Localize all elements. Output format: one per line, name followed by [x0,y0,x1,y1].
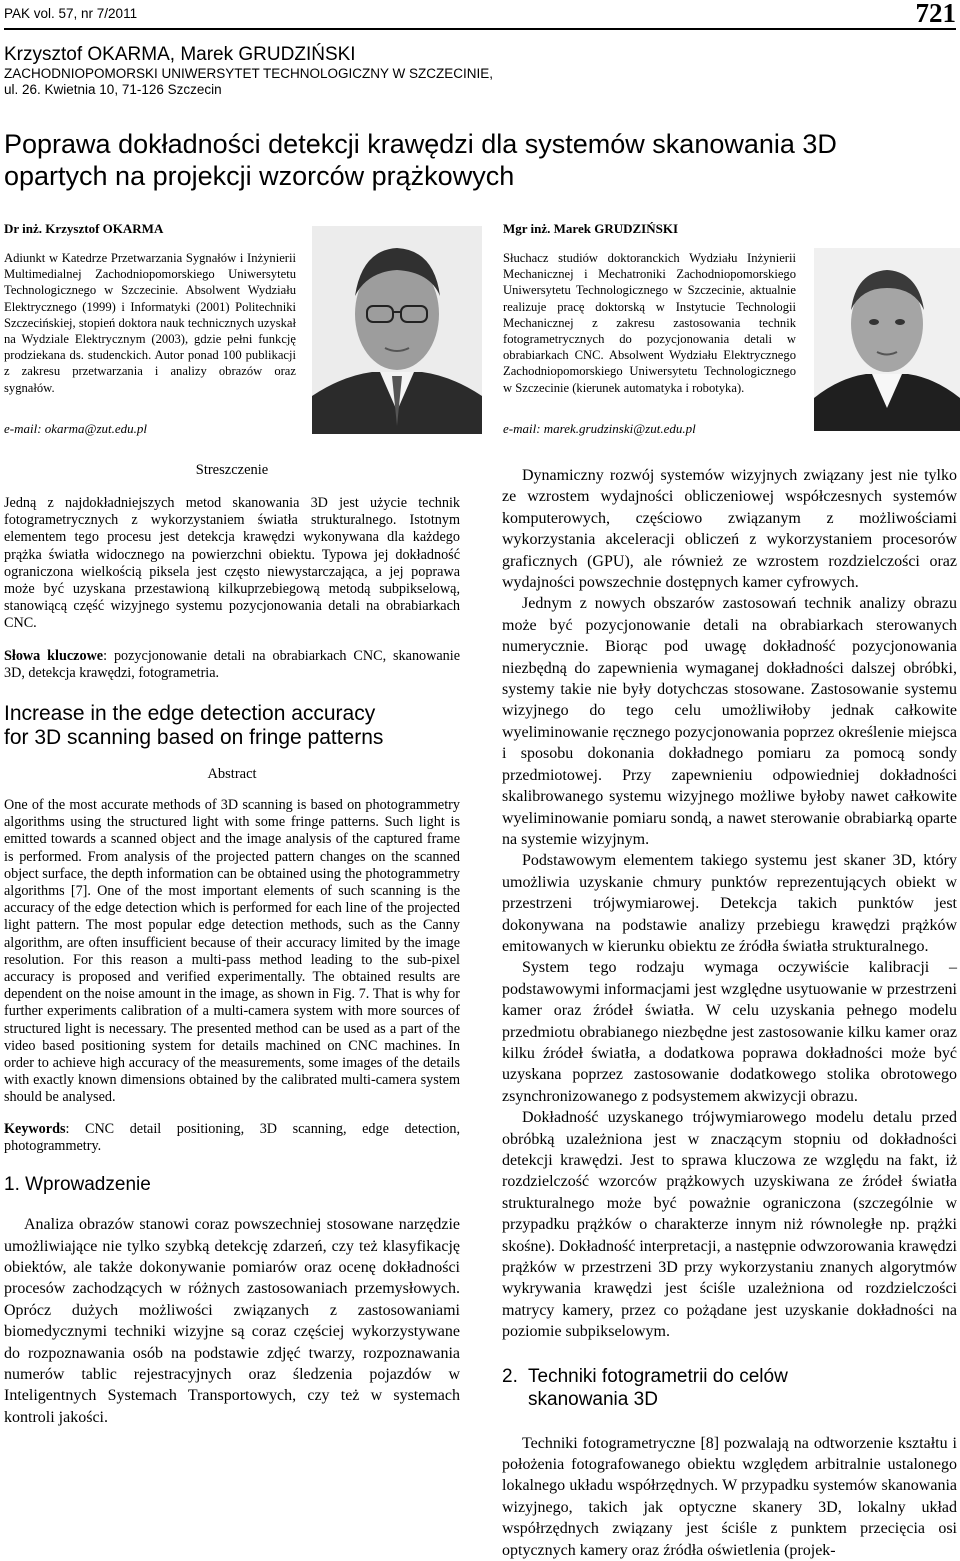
bio1-text: Adiunkt w Katedrze Przetwarzania Sygnałów i Inżynierii Multimedialnej Zachodniopomorskiego Uniwersytetu Technologicznego w Szczecinie. Absolwent Wydziału Elektrycznego (1999) i Informatyki (2001) Politechniki Szczecińskiej, stopień doktora nauk technicznych uzyskał na Wydziale Elektrycznym (2003), gdzie pełni funkcję prodziekana ds. studenckich. Autor ponad 100 publikacji z zakresu przetwarzania i analizy obrazów oraz sygnałów. [4,251,296,395]
portrait-grudzinski-icon [814,248,960,431]
intro-paragraph1: Dynamiczny rozwój systemów wizyjnych związany jest nie tylko ze wzrostem wydajności obliczeniowej współczesnych systemów komputerowych, częściowo związanym z możliwościami wykorzystania akceleracji obliczeń z wykorzystaniem procesorów graficznych (GPU), ale również ze wzrostem rozdzielczości oraz wydajności powszechnie dostępnych kamer cyfrowych. [502,467,957,592]
portrait-okarma-icon [312,226,482,434]
affiliation [4,66,524,97]
keywords [4,1121,460,1155]
title-en-line2: for 3D scanning based on fringe patterns [4,726,384,750]
section2-title-line1: Techniki fotogrametrii do celów [528,1365,788,1387]
keywords-label: Keywords [4,1120,66,1137]
journal-header: PAK vol. 57, nr 7/2011 [4,6,138,21]
section1-paragraph1: Analiza obrazów stanowi coraz powszechniej stosowane narzędzie umożliwiające nie tylko szybką detekcję zdarzeń, czy też klasyfikację obiektów, ale także dokonywanie pomiarów oraz ocenę dokładności procesów zachodzących w różnych zastosowaniach przemysłowych. Oprócz dużych możliwości związanych z zastosowaniami biomedycznymi techniki wizyjne są coraz częściej wykorzystywane do rozpoznawania osób na podstawie zdjęć twarzy, rozpoznawania numerów tablic rejestracyjnych oraz śledzenia pojazdów w Inteligentnych Systemach Transportowych, czy też w systemach kontroli jakości. [4,1216,460,1426]
affiliation-line2: ul. 26. Kwietnia 10, 71-126 Szczecin [4,81,222,97]
author-photo-okarma [312,226,482,434]
paper-title-en [4,702,460,750]
section2-title-line2: skanowania 3D [528,1388,658,1410]
intro-paragraph3: Podstawowym elementem takiego systemu jest skaner 3D, który umożliwia uzyskanie chmury punktów reprezentujących obiekt w przestrzeni trójwymiarowej. Detekcja takich punktów jest dokonywana na podstawie analizy przebiegu krawędzi prążków emitowanych w kierunku obiektu ze źródła światła strukturalnego. [502,852,957,955]
author-names [4,44,356,65]
bio2-email: e-mail: marek.grudzinski@zut.edu.pl [503,421,696,436]
section2-paragraph1: Techniki fotogrametryczne [8] pozwalają na odtworzenie kształtu i położenia fotografowanego obiektu względem arbitralnie ustalonego lokalnego układu współrzędnych. W przypadku systemów skanowania wizyjnego, takich jak optyczne skanery 3D, lokalny układ współrzędnych związany jest ściśle z punktem przecięcia osi optycznych kamery oraz źródła oświetlenia (projek- [502,1434,957,1559]
left-column [4,462,460,1428]
author2-last: GRUDZIŃSKI [238,44,356,65]
abstract-text: One of the most accurate methods of 3D scanning is based on photogrammetry algorithms using the structured light with some fringe patterns. Such light is emitted towards a scanned object and the image analysis of the captured frame is performed. From analysis of the projected pattern changes on the scanned object surface, the depth information can be obtained using the photogrammetry algorithms [7]. One of the most important elements of such scanning is the accuracy of the edge detection which is performed for each line of the projected light pattern. The most popular edge detection methods, such as the Canny algorithm, are often insufficient because of their accuracy limited by the image resolution. For this reason a multi-pass method leading to the sub-pixel accuracy is proposed and verified experimentally. The obtained results are dependent on the noise amount in the image, as shown in Fig. 7. That is why for further experiments calibration of a multi-camera system with more sources of structured light is necessary. The presented method can be used as a part of the video based positioning system for details machined on CNC machines. In order to achieve high accuracy of the measurements, some images of the details with exactly known dimensions obtained by the calibrated multi-camera system should be analysed. [4,797,460,1106]
section2-number: 2. [502,1365,518,1387]
author-photo-grudzinski [814,248,960,431]
bio1-email: e-mail: okarma@zut.edu.pl [4,421,148,436]
section1-heading: 1. Wprowadzenie [4,1174,151,1196]
header-divider [4,28,956,30]
title-pl-line1: Poprawa dokładności detekcji krawędzi dla systemów skanowania 3D [4,129,837,159]
intro-paragraph5: Dokładność uzyskanego trójwymiarowego modelu detalu przed obróbką uzależniona jest w znaczącym stopniu od dokładności detekcji krawędzi. Jest to sprawa kluczowa ze względu na fakt, iż rozdzielczość wzorców prążkowych uzyskiwana ze źródeł światła strukturalnego może być poważnie ograniczona (szczególnie w przypadku prążków o charakterze innym niż równoległe np. prążki skośne). Dokładność interpretacji, a następnie odwzorowania krawędzi prążków w przestrzeni 3D przy wykorzystaniu znanych algorytmów wykrywania krawędzi jest ściśle uzależniona od rozdzielczości matrycy kamery, przez co pożądane jest uzyskanie dokładności na poziomie subpikselowym. [502,1109,957,1341]
page-number: 721 [915,0,956,28]
intro-paragraph2: Jednym z nowych obszarów zastosowań technik analizy obrazu może być pozycjonowanie detali na obrabiarkach sterowanych numerycznie. Biorąc pod uwagę dokładność pozycjonowania niezbędną do zapewnienia wymaganej dokładności dalszej obróbki, systemy takie nie były dotychczas stosowane. Zastosowanie systemu wizyjnego do tego celu umożliwiłoby jednak całkowite wyeliminowanie ręcznego pozycjonowania poprzez określenie miejsca i sposobu dokonania dokładnego pomiaru za pomocą sondy przedmiotowej. Przy zapewnieniu odpowiedniej dokładności skalibrowanego systemu wizyjnego możliwe byłoby nawet całkowite wyeliminowanie pomiaru sondą, a nawet sterowanie obrabiarką oparte na systemie wizyjnym. [502,595,957,848]
streszczenie-heading: Streszczenie [195,462,269,478]
section2-heading [502,1365,957,1411]
slowa-kluczowe-label: Słowa kluczowe [4,647,104,664]
bio2-text: Słuchacz studiów doktoranckich Wydziału Inżynierii Mechanicznej i Mechatroniki Zachodniopomorskiego Uniwersytetu Technologicznego w Szczecinie, aktualnie realizuje pracę doktorską w Instytucie Technologii Mechanicznej z zakresu zastosowania technik fotogrametrycznych do pozycjonowania detali w obrabiarkach CNC. Absolwent Wydziału Elektrycznego Zachodniopomorskiego Uniwersytetu Technologicznego w Szczecinie (kierunek automatyka i robotyka). [503,251,796,395]
slowa-kluczowe [4,648,460,682]
affiliation-line1: ZACHODNIOPOMORSKI UNIWERSYTET TECHNOLOGICZNY W SZCZECINIE, [4,66,494,81]
abstract-heading: Abstract [207,766,257,783]
title-pl-line2: opartych na projekcji wzorców prążkowych [4,161,515,191]
section2-title [528,1365,788,1411]
keywords-text: : CNC detail positioning, 3D scanning, edge detection, photogrammetry. [4,1120,460,1154]
intro-paragraph4: System tego rodzaju wymaga oczywiście kalibracji – podstawowymi informacjami jest względne usytuowanie w przestrzeni kamer oraz źródeł światła. W celu uzyskania pełnego modelu przedmiotu obrabianego niezbędne jest zastosowanie kilku kamer oraz kilku źródeł światła, a dodatkowa poprawa dokładności może być uzyskana poprzez zastosowanie dodatkowego stolika obrotowego zsynchronizowanego z podsystemem akwizycji obrazu. [502,959,957,1105]
right-column [502,465,957,1561]
paper-title-pl [4,128,934,192]
author1-last: OKARMA [87,44,170,65]
bio1-heading: Dr inż. Krzysztof OKARMA [4,221,164,236]
author2-first: Marek [180,44,234,65]
bio2-heading: Mgr inż. Marek GRUDZIŃSKI [503,221,679,236]
author1-first: Krzysztof [4,44,83,65]
streszczenie-text: Jedną z najdokładniejszych metod skanowania 3D jest użycie technik fotogrametrycznych z wykorzystaniem światła strukturalnego. Istotnym elementem tego procesu jest detekcja krawędzi wykonywana dla każdego prążka światła widocznego na powierzchni obiektu. Typowa jej dokładność ograniczona wielkością piksela jest często niewystarczająca, a jej poprawa może być uzyskana przestawioną kilkuprzebiegową metodą subpikselową, stanowiącą część wizyjnego systemu pozycjonowania detali na obrabiarkach CNC. [4,495,460,632]
slowa-kluczowe-text: : pozycjonowanie detali na obrabiarkach CNC, skanowanie 3D, detekcja krawędzi, fotogrametria. [4,647,461,681]
author-separator: , [169,44,181,65]
title-en-line1: Increase in the edge detection accuracy [4,702,376,726]
